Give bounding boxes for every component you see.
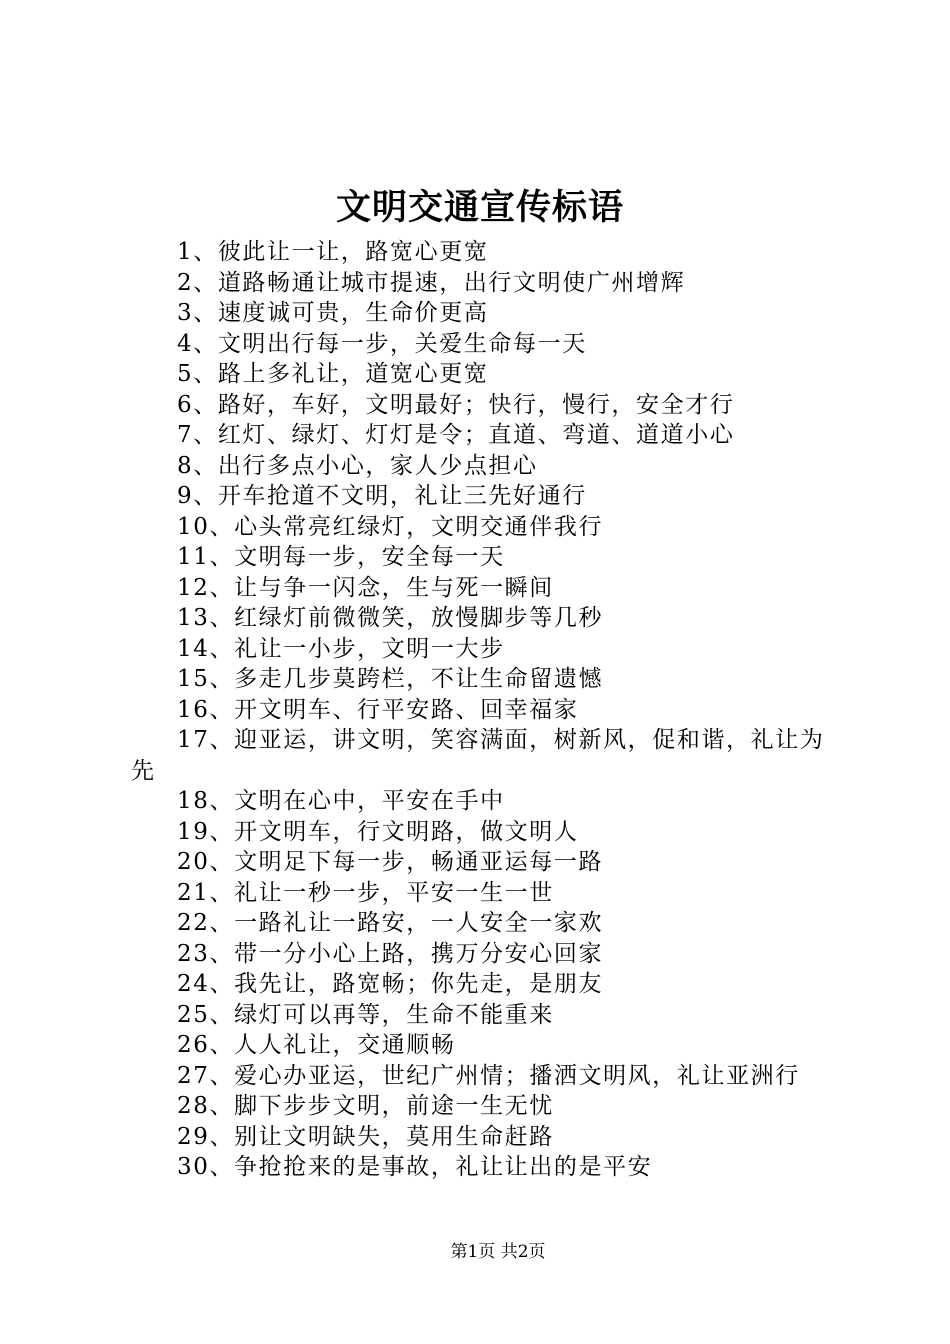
list-item: 14、礼让一小步，文明一大步 xyxy=(177,635,505,662)
list-item: 10、心头常亮红绿灯，文明交通伴我行 xyxy=(177,513,604,540)
list-item: 30、争抢抢来的是事故，礼让让出的是平安 xyxy=(177,1154,653,1180)
list-item: 2、道路畅通让城市提速，出行文明使广州增辉 xyxy=(177,269,686,296)
list-item: 24、我先让，路宽畅；你先走，是朋友 xyxy=(177,971,604,997)
list-item: 25、绿灯可以再等，生命不能重来 xyxy=(177,1001,554,1028)
list-item: 12、让与争一闪念，生与死一瞬间 xyxy=(177,574,554,601)
list-item: 3、速度诚可贵，生命价更高 xyxy=(177,300,489,326)
list-item: 8、出行多点小心，家人少点担心 xyxy=(177,452,538,479)
list-item: 6、路好，车好，文明最好；快行，慢行，安全才行 xyxy=(177,391,735,418)
list-item: 27、爱心办亚运，世纪广州情；播洒文明风，礼让亚洲行 xyxy=(177,1062,800,1089)
slogan-list xyxy=(131,237,837,1183)
list-item: 29、别让文明缺失，莫用生命赶路 xyxy=(177,1123,554,1150)
list-item: 26、人人礼让，交通顺畅 xyxy=(177,1032,456,1058)
list-item: 7、红灯、绿灯、灯灯是令；直道、弯道、道道小心 xyxy=(177,422,735,448)
page-footer: 第1页 共2页 xyxy=(450,1242,546,1262)
list-item: 9、开车抢道不文明，礼让三先好通行 xyxy=(177,483,587,509)
list-item: 28、脚下步步文明，前途一生无忧 xyxy=(177,1093,554,1119)
list-item: 5、路上多礼让，道宽心更宽 xyxy=(177,361,489,387)
list-item: 21、礼让一秒一步，平安一生一世 xyxy=(177,879,554,906)
list-item: 15、多走几步莫跨栏，不让生命留遗憾 xyxy=(177,666,604,692)
list-item: 13、红绿灯前微微笑，放慢脚步等几秒 xyxy=(177,605,604,631)
page-title: 文明交通宣传标语 xyxy=(335,187,624,228)
list-item: 17、迎亚运，讲文明，笑容满面，树新风，促和谐，礼让为先 xyxy=(131,727,825,784)
list-item: 1、彼此让一让，路宽心更宽 xyxy=(177,239,489,265)
list-item: 18、文明在心中，平安在手中 xyxy=(177,788,505,814)
list-item: 4、文明出行每一步，关爱生命每一天 xyxy=(177,330,587,357)
list-item: 19、开文明车，行文明路，做文明人 xyxy=(177,818,579,845)
list-item: 22、一路礼让一路安，一人安全一家欢 xyxy=(177,910,604,936)
list-item: 16、开文明车、行平安路、回幸福家 xyxy=(177,696,579,723)
list-item: 20、文明足下每一步，畅通亚运每一路 xyxy=(177,849,604,875)
list-item: 11、文明每一步，安全每一天 xyxy=(177,544,505,570)
list-item: 23、带一分小心上路，携万分安心回家 xyxy=(177,940,604,967)
